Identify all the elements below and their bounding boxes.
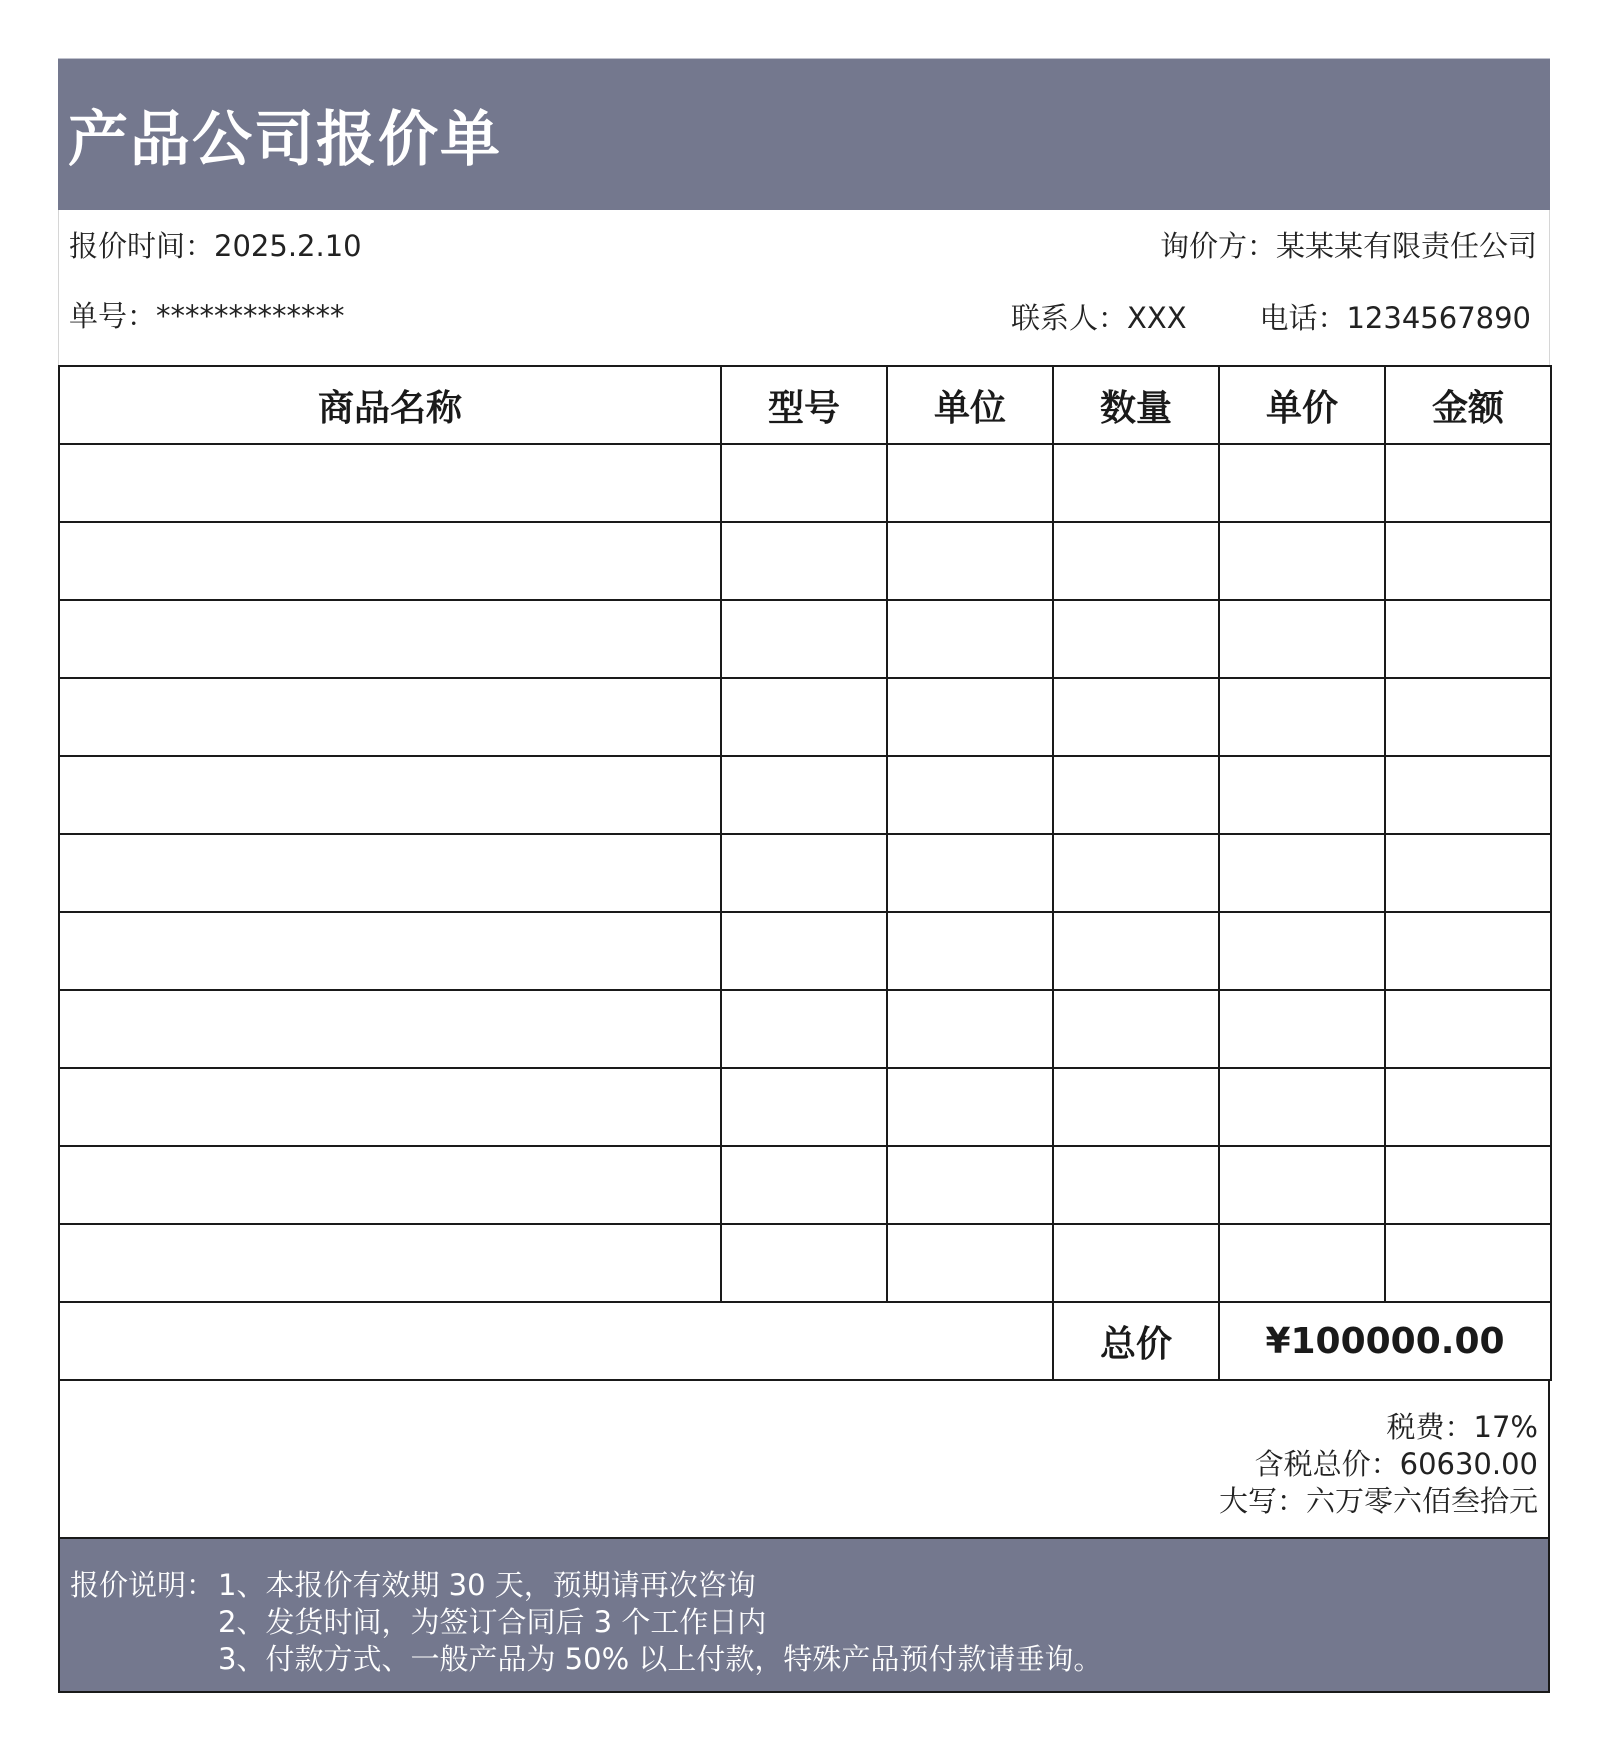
- table-cell[interactable]: [59, 1146, 721, 1224]
- notes-label: 报价说明：: [70, 1568, 216, 1602]
- table-cell[interactable]: [1053, 444, 1219, 522]
- table-cell[interactable]: [1053, 1068, 1219, 1146]
- amount-uppercase: 大写：六万零六佰叁拾元: [1218, 1484, 1538, 1518]
- table-row: [59, 834, 1551, 912]
- note-item: 3、付款方式、一般产品为 50% 以上付款，特殊产品预付款请垂询。: [218, 1642, 1103, 1676]
- tax-rate: 税费：17%: [1386, 1410, 1538, 1444]
- table-cell[interactable]: [1053, 678, 1219, 756]
- contact-label: 联系人：: [1011, 301, 1128, 335]
- table-cell[interactable]: [59, 1068, 721, 1146]
- quote-time-label: 报价时间：: [69, 229, 215, 263]
- table-cell[interactable]: [1385, 444, 1551, 522]
- quote-table: [58, 365, 1552, 1381]
- table-cell[interactable]: [59, 912, 721, 990]
- table-cell[interactable]: [887, 912, 1053, 990]
- table-cell[interactable]: [721, 912, 887, 990]
- title-bar: [58, 58, 1550, 210]
- table-cell[interactable]: [1219, 678, 1385, 756]
- header-unit: 单位: [887, 366, 1053, 444]
- table-row: [59, 600, 1551, 678]
- table-row: [59, 1224, 1551, 1302]
- table-cell[interactable]: [1219, 444, 1385, 522]
- table-cell[interactable]: [1219, 990, 1385, 1068]
- tax-summary: [58, 1381, 1550, 1537]
- phone: [1259, 296, 1531, 337]
- table-cell[interactable]: [887, 1146, 1053, 1224]
- table-cell[interactable]: [1053, 912, 1219, 990]
- table-cell[interactable]: [721, 756, 887, 834]
- total-row: [59, 1302, 1551, 1380]
- table-cell[interactable]: [721, 1068, 887, 1146]
- table-cell[interactable]: [887, 834, 1053, 912]
- table-cell[interactable]: [887, 444, 1053, 522]
- table-cell[interactable]: [1385, 600, 1551, 678]
- table-cell[interactable]: [1219, 1068, 1385, 1146]
- table-row: [59, 1146, 1551, 1224]
- table-header-row: [59, 366, 1551, 444]
- phone-value: 1234567890: [1346, 301, 1531, 335]
- table-row: [59, 522, 1551, 600]
- table-cell[interactable]: [1219, 1146, 1385, 1224]
- table-cell[interactable]: [59, 678, 721, 756]
- table-cell[interactable]: [887, 600, 1053, 678]
- table-cell[interactable]: [1385, 834, 1551, 912]
- table-cell[interactable]: [59, 834, 721, 912]
- header-model: 型号: [721, 366, 887, 444]
- inquirer-label: 询价方：: [1159, 229, 1276, 263]
- table-cell[interactable]: [1219, 912, 1385, 990]
- table-cell[interactable]: [887, 990, 1053, 1068]
- table-cell[interactable]: [1053, 522, 1219, 600]
- table-cell[interactable]: [1053, 1224, 1219, 1302]
- quote-time: [69, 224, 362, 265]
- table-cell[interactable]: [721, 678, 887, 756]
- table-cell[interactable]: [721, 1146, 887, 1224]
- inquirer-value: 某某某有限责任公司: [1275, 229, 1537, 263]
- table-cell[interactable]: [1219, 834, 1385, 912]
- table-cell[interactable]: [59, 756, 721, 834]
- total-spacer: [59, 1302, 1053, 1380]
- meta-info: [58, 210, 1550, 365]
- table-row: [59, 444, 1551, 522]
- order-number: [69, 294, 345, 335]
- table-cell[interactable]: [1053, 600, 1219, 678]
- table-cell[interactable]: [59, 600, 721, 678]
- table-cell[interactable]: [887, 1068, 1053, 1146]
- inquirer: [1160, 224, 1537, 265]
- quote-time-value: 2025.2.10: [214, 229, 362, 263]
- table-row: [59, 678, 1551, 756]
- table-body: [59, 444, 1551, 1302]
- table-cell[interactable]: [1053, 1146, 1219, 1224]
- table-cell[interactable]: [721, 522, 887, 600]
- table-cell[interactable]: [1219, 1224, 1385, 1302]
- table-cell[interactable]: [1385, 990, 1551, 1068]
- table-cell[interactable]: [887, 1224, 1053, 1302]
- table-cell[interactable]: [721, 990, 887, 1068]
- note-item: 1、本报价有效期 30 天，预期请再次咨询: [218, 1568, 756, 1602]
- taxed-total: 含税总价：60630.00: [1254, 1447, 1538, 1481]
- table-cell[interactable]: [721, 1224, 887, 1302]
- table-row: [59, 912, 1551, 990]
- contact-value: XXX: [1127, 301, 1187, 335]
- table-cell[interactable]: [1385, 1068, 1551, 1146]
- table-cell[interactable]: [1053, 990, 1219, 1068]
- table-row: [59, 756, 1551, 834]
- header-amount: 金额: [1385, 366, 1551, 444]
- note-item: 2、发货时间，为签订合同后 3 个工作日内: [218, 1605, 767, 1639]
- phone-label: 电话：: [1259, 301, 1347, 335]
- table-cell[interactable]: [1385, 1224, 1551, 1302]
- table-cell[interactable]: [1219, 756, 1385, 834]
- header-product-name: 商品名称: [59, 366, 721, 444]
- table-cell[interactable]: [1385, 678, 1551, 756]
- quotation-sheet: [58, 58, 1550, 1693]
- order-number-value: *************: [156, 299, 345, 333]
- table-cell[interactable]: [59, 444, 721, 522]
- table-cell[interactable]: [1219, 522, 1385, 600]
- table-cell[interactable]: [1385, 522, 1551, 600]
- table-cell[interactable]: [1385, 756, 1551, 834]
- table-cell[interactable]: [1385, 1146, 1551, 1224]
- total-value: ¥100000.00: [1219, 1302, 1551, 1380]
- header-quantity: 数量: [1053, 366, 1219, 444]
- table-cell[interactable]: [59, 1224, 721, 1302]
- table-cell[interactable]: [887, 678, 1053, 756]
- table-cell[interactable]: [1053, 834, 1219, 912]
- table-cell[interactable]: [1053, 756, 1219, 834]
- table-cell[interactable]: [721, 834, 887, 912]
- table-row: [59, 990, 1551, 1068]
- header-unit-price: 单价: [1219, 366, 1385, 444]
- total-label: 总价: [1053, 1302, 1219, 1380]
- table-cell[interactable]: [1385, 912, 1551, 990]
- table-cell[interactable]: [59, 990, 721, 1068]
- table-cell[interactable]: [59, 522, 721, 600]
- table-cell[interactable]: [1219, 600, 1385, 678]
- table-row: [59, 1068, 1551, 1146]
- table-cell[interactable]: [887, 756, 1053, 834]
- page-title: 产品公司报价单: [68, 104, 502, 175]
- table-cell[interactable]: [887, 522, 1053, 600]
- contact: [1011, 296, 1187, 337]
- order-number-label: 单号：: [69, 299, 157, 333]
- table-cell[interactable]: [721, 600, 887, 678]
- quote-notes: [58, 1537, 1550, 1693]
- table-cell[interactable]: [721, 444, 887, 522]
